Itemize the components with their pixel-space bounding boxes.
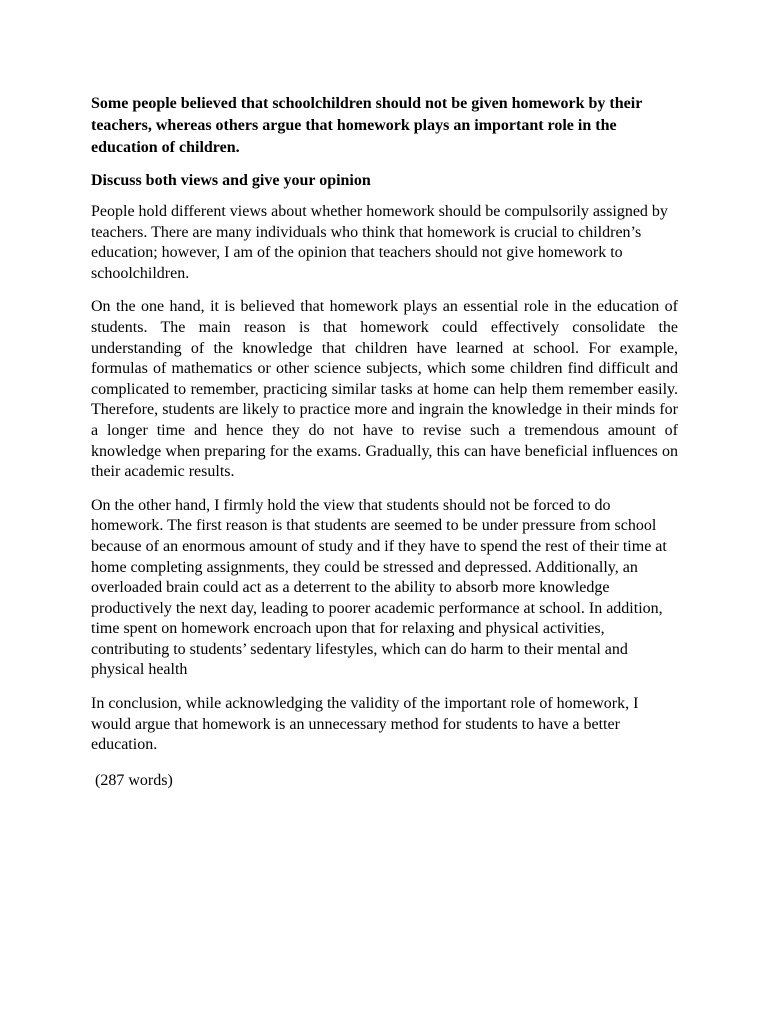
conclusion-paragraph: In conclusion, while acknowledging the validity of the important role of homework, I would argue that homework is an unnecessary method for students to have a better education.: [91, 695, 639, 754]
body-paragraph-one: On the one hand, it is believed that homework plays an essential role in the education of students. The main reason is that homework could effectively consolidate the understanding of the knowledge that children have learned at school. For example, formulas of mathematics or other science subjects, which some children find difficult and complicated to remember, practicing similar tasks at home can help them remember easily. Therefore, students are likely to practice more and ingrain the knowledge in their minds for a longer time and hence they do not have to revise such a tremendous amount of knowledge when preparing for the exams. Gradually, this can have beneficial influences on their academic results.: [91, 298, 678, 481]
essay-document: [91, 93, 678, 791]
introduction-paragraph: People hold different views about whether homework should be compulsorily assigned by teachers. There are many individuals who think that homework is crucial to children’s education; however, I am of the opinion that teachers should not give homework to schoolchildren.: [91, 203, 668, 282]
essay-prompt: Some people believed that schoolchildren should not be given homework by their teachers, whereas others argue that homework plays an important role in the education of children.: [91, 95, 642, 156]
essay-instruction: Discuss both views and give your opinion: [91, 172, 371, 189]
body-paragraph-two: On the other hand, I firmly hold the view that students should not be forced to do homework. The first reason is that students are seemed to be under pressure from school because of an enormous amount of study and if they have to spend the rest of their time at home completing assignments, they could be stressed and depressed. Additionally, an overloaded brain could act as a deterrent to the ability to absorb more knowledge productively the next day, leading to poorer academic performance at school. In addition, time spent on homework encroach upon that for relaxing and physical activities, contributing to students’ sedentary lifestyles, which can do harm to their mental and physical health: [91, 496, 667, 679]
word-count: (287 words): [91, 771, 173, 789]
